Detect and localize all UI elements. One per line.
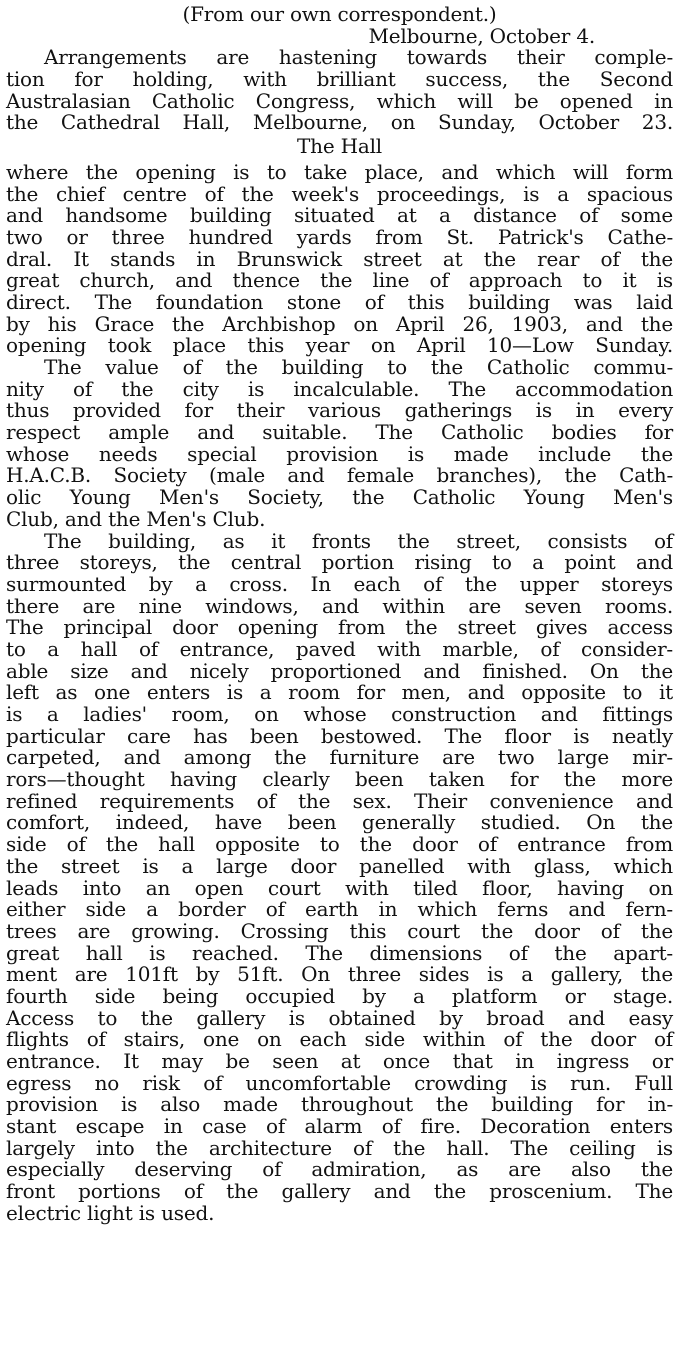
text-line: H.A.C.B. Society (male and female branches), the Cath- [6, 463, 673, 488]
text-line: flights of stairs, one on each side within of the door of [6, 1027, 673, 1052]
text-line: Access to the gallery is obtained by broad and easy [6, 1005, 673, 1030]
text-line: side of the hall opposite to the door of entrance from [6, 832, 673, 857]
dateline: Melbourne, October 4. [368, 23, 595, 48]
text-line: refined requirements of the sex. Their convenience and [6, 788, 673, 813]
text-line: respect ample and suitable. The Catholic bodies for [6, 420, 673, 445]
text-line: The value of the building to the Catholic commu- [44, 355, 673, 379]
text-line: surmounted by a cross. In each of the upper storeys [6, 571, 673, 596]
text-line: leads into an open court with tiled floor, having on [6, 875, 673, 900]
text-line: by his Grace the Archbishop on April 26, 1903, and the [6, 311, 673, 336]
text-line: fourth side being occupied by a platform or stage. [6, 983, 673, 1008]
text-line: particular care has been bestowed. The floor is neatly [6, 723, 673, 748]
text-line: nity of the city is incalculable. The accommodation [6, 376, 673, 401]
text-line: thus provided for their various gatherings is in every [6, 398, 673, 423]
text-line: entrance. It may be seen at once that in ingress or [6, 1049, 673, 1073]
intro-paragraph [6, 47, 673, 134]
text-line: three storeys, the central portion rising to a point and [6, 550, 673, 575]
text-line: The principal door opening from the street gives access [6, 615, 673, 640]
article [6, 4, 673, 1225]
text-line: great church, and thence the line of approach to it is [6, 268, 673, 293]
text-line: opening took place this year on April 10—Low Sunday. [6, 333, 673, 358]
text-line: great hall is reached. The dimensions of the apart- [6, 940, 673, 965]
text-line: either side a border of earth in which ferns and fern- [6, 897, 673, 922]
paragraph-value [6, 357, 673, 531]
text-line: especially deserving of admiration, as are also the [6, 1157, 673, 1182]
text-line: to a hall of entrance, paved with marble, of consider- [6, 636, 673, 661]
text-line: comfort, indeed, have been generally studied. On the [6, 810, 673, 835]
text-line: and handsome building situated at a distance of some [6, 203, 673, 228]
text-line: Australasian Catholic Congress, which will be opened in [6, 88, 673, 113]
text-line: Arrangements are hastening towards their comple- [44, 45, 673, 70]
text-line: direct. The foundation stone of this building was laid [6, 289, 673, 314]
text-line: ment are 101ft by 51ft. On three sides is a gallery, the [6, 962, 673, 987]
source-line: (From our own correspondent.) [182, 2, 497, 26]
text-line: Club, and the Men's Club. [6, 506, 266, 531]
text-line: olic Young Men's Society, the Catholic Young Men's [6, 485, 673, 510]
text-line: left as one enters is a room for men, and opposite to it [6, 680, 673, 705]
text-line: largely into the architecture of the hall. The ceiling is [6, 1135, 673, 1160]
paragraph-hall [6, 159, 673, 358]
text-line: carpeted, and among the furniture are two large mir- [6, 745, 673, 770]
text-line: tion for holding, with brilliant success, the Second [6, 67, 673, 92]
text-line: egress no risk of uncomfortable crowding is run. Full [6, 1070, 673, 1095]
text-line: front portions of the gallery and the proscenium. The [6, 1179, 673, 1204]
text-line: two or three hundred yards from St. Patrick's Cathe- [6, 224, 673, 249]
text-line: stant escape in case of alarm of fire. Decoration enters [6, 1114, 673, 1139]
text-line: able size and nicely proportioned and finished. On the [6, 658, 673, 683]
text-line: is a ladies' room, on whose construction and fittings [6, 702, 673, 726]
text-line: electric light is used. [6, 1200, 215, 1225]
text-line: rors—thought having clearly been taken for the more [6, 767, 673, 792]
text-line: the street is a large door panelled with glass, which [6, 853, 673, 878]
text-line: dral. It stands in Brunswick street at the rear of the [6, 246, 673, 271]
text-line: where the opening is to take place, and which will form [6, 159, 673, 184]
text-line: the chief centre of the week's proceedings, is a spacious [6, 181, 673, 206]
text-line: whose needs special provision is made include the [6, 441, 673, 466]
text-line: provision is also made throughout the building for in- [6, 1092, 673, 1117]
text-line: trees are growing. Crossing this court the door of the [6, 918, 673, 943]
text-line: The building, as it fronts the street, consists of [44, 528, 673, 553]
text-line: the Cathedral Hall, Melbourne, on Sunday, October 23. [6, 110, 673, 135]
text-line: there are nine windows, and within are seven rooms. [6, 593, 673, 618]
subheading: The Hall [297, 134, 382, 159]
paragraph-building [6, 528, 673, 1225]
